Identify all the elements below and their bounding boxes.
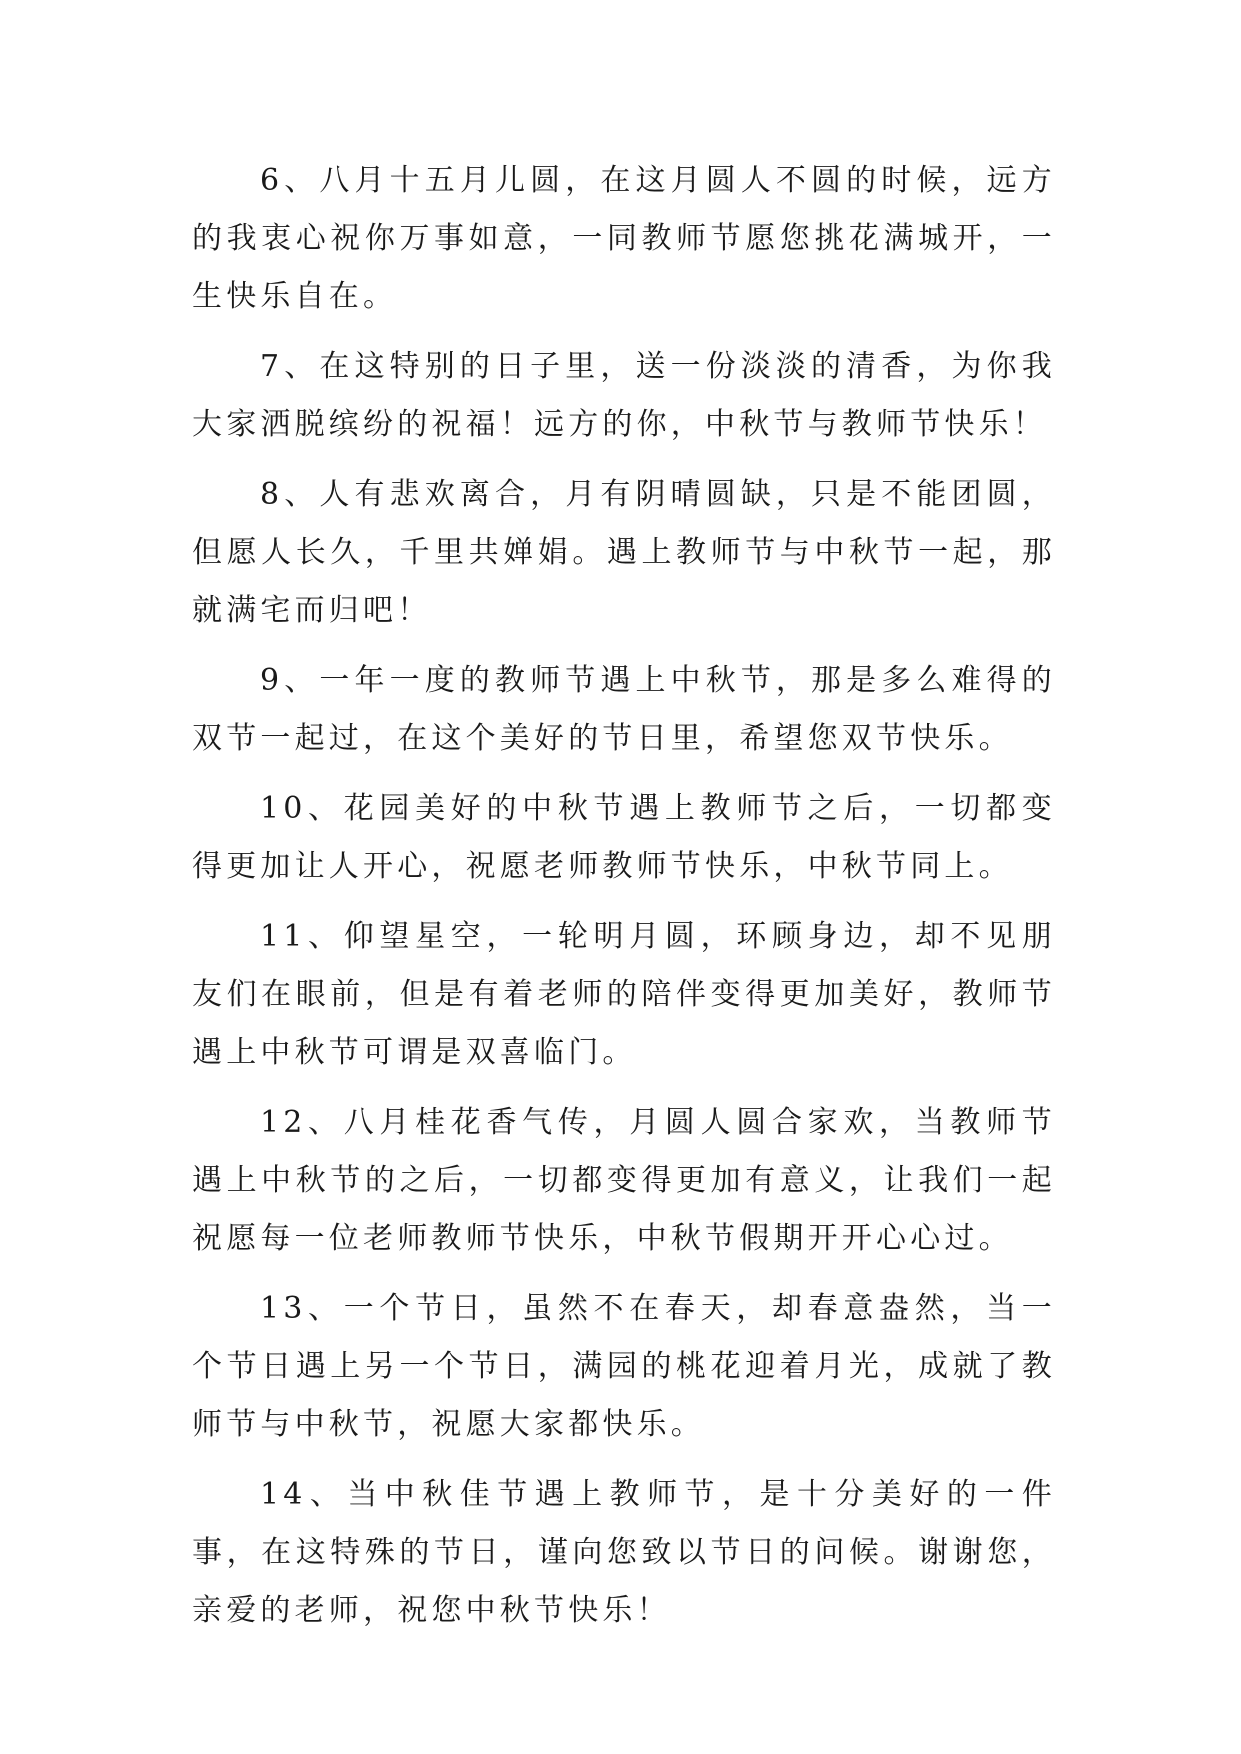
paragraph-12: 12、八月桂花香气传，月圆人圆合家欢，当教师节遇上中秋节的之后，一切都变得更加有意义，让我们一起祝愿每一位老师教师节快乐，中秋节假期开开心心过。 [192,1105,1056,1256]
paragraph-7: 7、在这特别的日子里，送一份淡淡的清香，为你我大家洒脱缤纷的祝福！远方的你，中秋节与教师节快乐！ [192,349,1056,442]
paragraph-6: 6、八月十五月儿圆，在这月圆人不圆的时候，远方的我衷心祝你万事如意，一同教师节愿您挑花满城开，一生快乐自在。 [192,163,1056,314]
document-page [192,152,1056,1652]
paragraph-14: 14、当中秋佳节遇上教师节，是十分美好的一件事，在这特殊的节日，谨向您致以节日的问候。谢谢您，亲爱的老师，祝您中秋节快乐！ [192,1477,1056,1628]
paragraph-10: 10、花园美好的中秋节遇上教师节之后，一切都变得更加让人开心，祝愿老师教师节快乐，中秋节同上。 [192,791,1056,884]
paragraph-8: 8、人有悲欢离合，月有阴晴圆缺，只是不能团圆，但愿人长久，千里共婵娟。遇上教师节与中秋节一起，那就满宅而归吧！ [192,477,1056,628]
paragraph-11: 11、仰望星空，一轮明月圆，环顾身边，却不见朋友们在眼前，但是有着老师的陪伴变得更加美好，教师节遇上中秋节可谓是双喜临门。 [192,919,1056,1070]
paragraph-9: 9、一年一度的教师节遇上中秋节，那是多么难得的双节一起过，在这个美好的节日里，希望您双节快乐。 [192,663,1056,756]
paragraph-13: 13、一个节日，虽然不在春天，却春意盎然，当一个节日遇上另一个节日，满园的桃花迎着月光，成就了教师节与中秋节，祝愿大家都快乐。 [192,1291,1056,1442]
